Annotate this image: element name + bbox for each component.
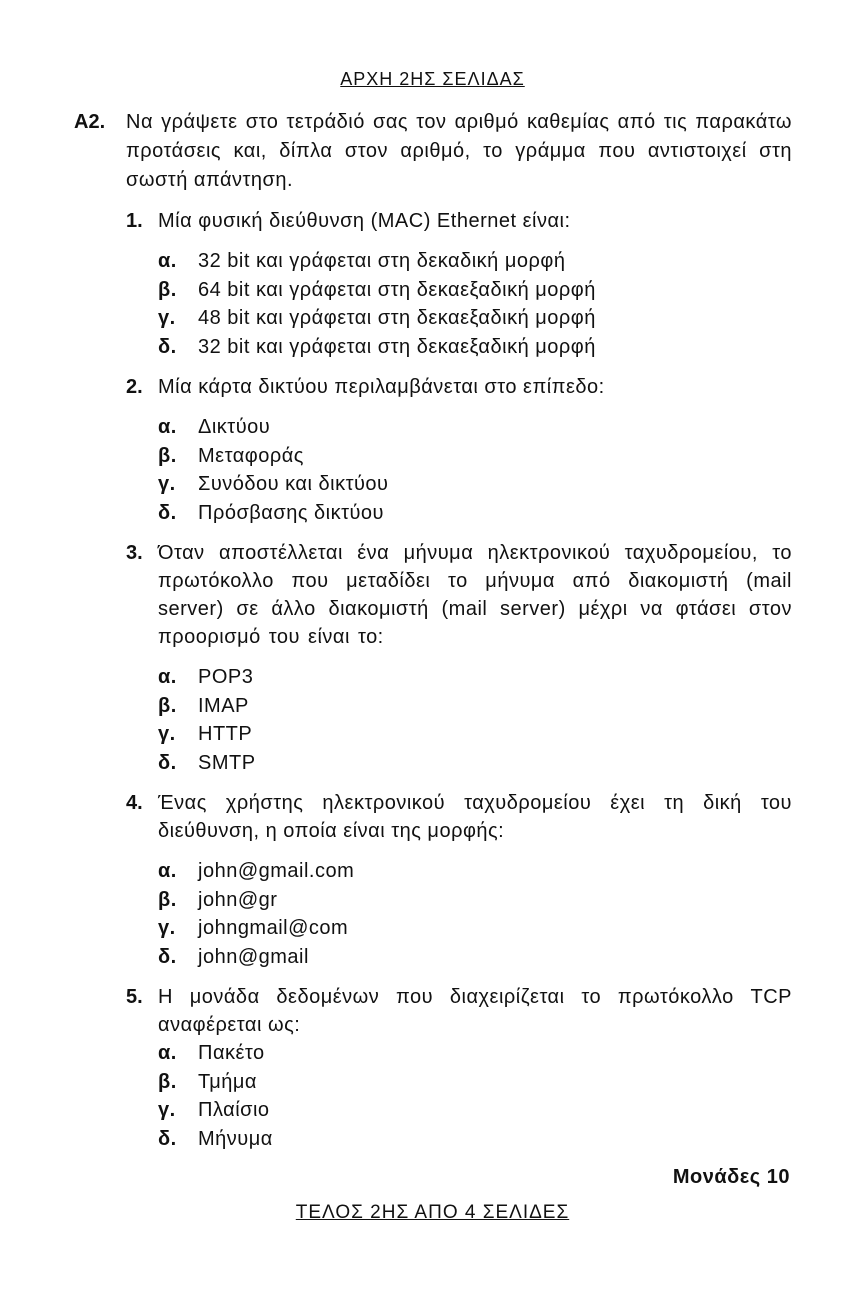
question-number: 5. [126,986,143,1008]
question-text: Μία φυσική διεύθυνση (MAC) Ethernet είναι: [158,210,571,232]
option-text: SMTP [198,751,256,774]
option-text: Πρόσβασης δικτύου [198,501,384,524]
question-number: 1. [126,210,143,232]
option-text: POP3 [198,666,254,688]
option-item [158,692,792,721]
option-text: Πακέτο [198,1042,265,1064]
option-text: 32 bit και γράφεται στη δεκαδική μορφή [198,250,566,272]
option-letter: β. [158,888,177,911]
option-text: Συνόδου και δικτύου [198,473,389,495]
option-item [158,914,792,943]
option-text: 64 bit και γράφεται στη δεκαεξαδική μορφή [198,278,596,301]
option-text: HTTP [198,723,253,745]
option-item [158,1096,792,1125]
option-text: 32 bit και γράφεται στη δεκαεξαδική μορφή [198,335,596,358]
option-item [158,720,792,749]
option-item [158,333,792,362]
question-1 [126,207,792,361]
option-letter: α. [158,1042,177,1064]
option-letter: γ. [158,307,176,329]
option-letter: β. [158,1070,177,1093]
option-letter: α. [158,860,177,882]
option-list [158,857,792,971]
option-item [158,857,792,886]
option-list [158,1039,792,1153]
option-letter: δ. [158,751,177,774]
option-letter: α. [158,250,177,272]
option-text: john@gmail [198,945,309,968]
question-number: 4. [126,792,143,814]
option-item [158,886,792,915]
option-item [158,943,792,972]
option-letter: α. [158,416,177,438]
question-text: Ένας χρήστης ηλεκτρονικού ταχυδρομείου έχει τη δική του διεύθυνση, η οποία είναι της μορφής: [158,792,792,842]
option-item [158,442,792,471]
option-text: Μεταφοράς [198,444,304,467]
option-list [158,663,792,777]
option-letter: γ. [158,917,176,939]
question-3 [126,539,792,777]
section-instructions: Να γράψετε στο τετράδιό σας τον αριθμό καθεμίας από τις παρακάτω προτάσεις και, δίπλα στον αριθμό, το γράμμα που αντιστοιχεί στη σωστή απάντηση. [126,111,792,191]
option-item [158,304,792,333]
question-text: Μία κάρτα δικτύου περιλαμβάνεται στο επίπεδο: [158,376,605,398]
option-letter: β. [158,444,177,467]
question-number: 3. [126,542,143,564]
option-list [158,247,792,361]
option-letter: β. [158,694,177,717]
question-4 [126,789,792,971]
option-text: john@gr [198,888,278,911]
option-letter: γ. [158,473,176,495]
section-number: Α2. [74,111,106,133]
option-item [158,470,792,499]
question-number: 2. [126,376,143,398]
option-text: johngmail@com [198,917,349,939]
option-item [158,1039,792,1068]
question-2 [126,373,792,527]
question-text: Η μονάδα δεδομένων που διαχειρίζεται το πρωτόκολλο TCP αναφέρεται ως: [158,986,792,1036]
question-section-a2 [74,108,792,1153]
option-item [158,276,792,305]
option-text: john@gmail.com [198,860,355,882]
option-letter: γ. [158,1099,176,1121]
option-item [158,663,792,692]
option-letter: γ. [158,723,176,745]
option-item [158,1068,792,1097]
option-item [158,247,792,276]
option-item [158,499,792,528]
option-letter: δ. [158,945,177,968]
page-header: ΑΡΧΗ 2ΗΣ ΣΕΛΙΔΑΣ [340,69,525,89]
option-text: Μήνυμα [198,1127,273,1150]
option-item [158,413,792,442]
option-letter: δ. [158,1127,177,1150]
option-text: Πλαίσιο [198,1099,270,1121]
option-text: IMAP [198,694,249,717]
option-text: Δικτύου [198,416,271,438]
option-text: Τμήμα [198,1070,257,1093]
option-text: 48 bit και γράφεται στη δεκαεξαδική μορφή [198,307,596,329]
option-item [158,749,792,778]
option-item [158,1125,792,1154]
option-letter: δ. [158,335,177,358]
marks-label: Μονάδες 10 [672,1166,790,1188]
page-footer: ΤΕΛΟΣ 2ΗΣ ΑΠΟ 4 ΣΕΛΙΔΕΣ [295,1202,570,1223]
option-letter: β. [158,278,177,301]
option-list [158,413,792,527]
question-text: Όταν αποστέλλεται ένα μήνυμα ηλεκτρονικού ταχυδρομείου, το πρωτόκολλο που μεταδίδει το μήνυμα από διακομιστή (mail server) σε άλλο διακομιστή (mail server) μέχρι να φτάσει στον προορισμό του είναι το: [158,542,792,648]
question-5 [126,983,792,1153]
option-letter: α. [158,666,177,688]
option-letter: δ. [158,501,177,524]
